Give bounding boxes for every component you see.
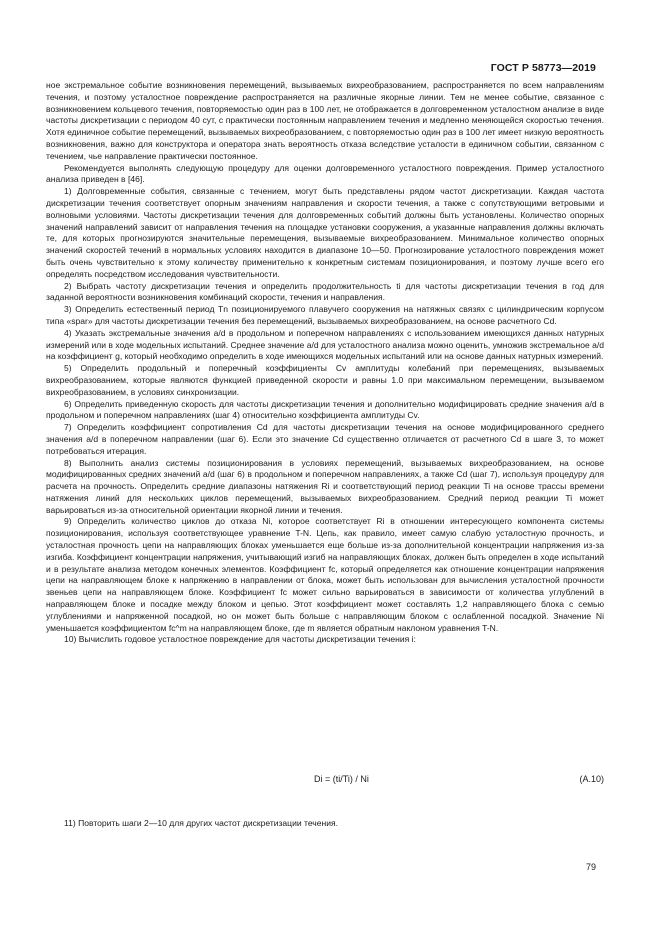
paragraph-step-4: 4) Указать экстремальные значения a/d в продольном и поперечном направлениях с использованием имеющихся данных натурных измерений или в ходе модельных испытаний. Среднее значение a/d для усталостного анализа можно оценить, умножив экстремальное a/d на коэффициент g, который необходимо определить в ходе имеющихся модельных испытаний или на основе данных натурных измерений.	[46, 327, 604, 362]
paragraph-step-6: 6) Определить приведенную скорость для частоты дискретизации течения и дополнительно модифицировать средние значения a/d в продольном и поперечном направлениях (шаг 4) относительно коэффициента амплитуды Cv.	[46, 398, 604, 421]
standard-designation: ГОСТ Р 58773—2019	[490, 62, 596, 74]
paragraph-step-11: 11) Повторить шаги 2—10 для других частот дискретизации течения.	[64, 818, 338, 828]
paragraph-step-9: 9) Определить количество циклов до отказа Ni, которое соответствует Ri в отношении интересующего компонента системы позиционирования, используя соответствующее уравнение T-N. Цепь, как правило, имеет самую слабую усталостную прочность, и усталостная прочность цепи на направляющих блоках уменьшается еще больше из-за дополнительной концентрации напряжения из-за изгиба. Коэффициент концентрации напряжения, учитывающий изгиб на направляющих блоках, должен быть определен в ходе испытаний и в результате анализа методом конечных элементов. Коэффициент fc, который определяется как отношение концентрации напряжения цепи на направляющем блоке к напряжению в направлении от блока, может быть использован для вычисления усталостной прочности звеньев цепи на направляющем блоке. Коэффициент fc может сильно варьироваться в зависимости от количества углублений в направляющем блоке и посадке между блоком и цепью. Этот коэффициент может составлять 1,2 направляющего блока с семью углублениями и напряженной посадкой, но он может быть больше с направляющим блоком с ослабленной посадкой. Значение Ni уменьшается коэффициентом fc^m на направляющем блоке, где m является обратным наклоном уравнения T-N.	[46, 516, 604, 633]
page-number: 79	[585, 862, 596, 872]
paragraph-step-8: 8) Выполнить анализ системы позиционирования в условиях перемещений, вызываемых вихреобразованием, на основе модифицированных средних значений a/d (шаг 6) в продольном и поперечном направлениях, а также Cd (шаг 7), используя процедуру для расчета на прочность. Определить средние диапазоны натяжения Ri и соответствующий период реакции Ti на основе трассы времени натяжения линий для нескольких циклов перемещений, вызываемых вихреобразованием. Средний период реакции Ti может варьироваться из-за относительной ориентации якорной линии и течения.	[46, 457, 604, 515]
formula-expression: Di = (ti/Ti) / Ni	[314, 774, 369, 784]
paragraph-step-1: 1) Долговременные события, связанные с течением, могут быть представлены рядом частот дискретизации. Каждая частота дискретизации течения соответствует опорным значениям направления и скорости течения, а также с сопутствующими ветровыми и волновыми условиями. Частоты дискретизации течения для долговременных событий должны быть установлены. Количество опорных значений направлений зависит от направления течения на площадке установки сооружения, а указанные направления должны включать те, для которых прогнозируются значительные перемещения, вызываемые вихреобразованием. Минимальное количество опорных значений скоростей течений в нормальных условиях находится в диапазоне 10—50. Прогнозирование усталостного повреждения может быть очень чувствительно к этому количеству применительно к конкретным системам позиционирования, и поэтому лучше всего его определять посредством исследования чувствительности.	[46, 186, 604, 279]
paragraph-step-5: 5) Определить продольный и поперечный коэффициенты Cv амплитуды колебаний при перемещениях, вызываемых вихреобразованием, которые являются функцией приведенной скорости и равны 1.0 при максимальном перемещении, вызываемом вихреобразованием, в условиях синхронизации.	[46, 363, 604, 397]
paragraph-step-2: 2) Выбрать частоту дискретизации течения и определить продолжительность ti для частоты дискретизации течения в год для заданной вероятности возникновения комбинаций скорости, течения и направления.	[46, 280, 604, 303]
paragraph-step-3: 3) Определить естественный период Tn позиционируемого плавучего сооружения на натяжных связях с цилиндрическим корпусом типа «spar» для частоты дискретизации течения без перемещений, вызываемых вихреобразованием, на основе расчетного Cd.	[46, 304, 604, 326]
paragraph-step-7: 7) Определить коэффициент сопротивления Cd для частоты дискретизации течения на основе модифицированного среднего значения a/d в поперечном направлении (шаг 6). Если это значение Cd существенно отличается от расчетного Cd в шаге 3, то может потребоваться итерация.	[46, 422, 604, 456]
body-text	[46, 80, 604, 646]
paragraph-step-10: 10) Вычислить годовое усталостное повреждение для частоты дискретизации течения i:	[64, 634, 416, 645]
formula-number: (A.10)	[579, 774, 604, 784]
formula-a10	[46, 768, 604, 798]
paragraph-continuation: ное экстремальное событие возникновения перемещений, вызываемых вихреобразованием, распространяется по всем направлениям течения, и поэтому усталостное повреждение распространяется на различные якорные линии. Тем не менее событие, связанное с возникновением кольцевого течения, повторяемостью один раз в 100 лет, не отображается в долговременном усталостном анализе в виде частоты дискретизации с периодом 40 сут, с практически постоянным направлением течения и медленно меняющейся скоростью течения. Хотя единичное событие перемещений, вызываемых вихреобразованием, с повторяемостью один раз в 100 лет имеет низкую вероятность возникновения, важно для конструктора и оператора знать вероятность отказа вследствие усталости в единичном событии, связанном с течением, чье направление практически постоянное.	[46, 80, 604, 161]
paragraph-recommendation: Рекомендуется выполнять следующую процедуру для оценки долговременного усталостного повреждения. Пример усталостного анализа приведен в [46].	[46, 162, 604, 185]
